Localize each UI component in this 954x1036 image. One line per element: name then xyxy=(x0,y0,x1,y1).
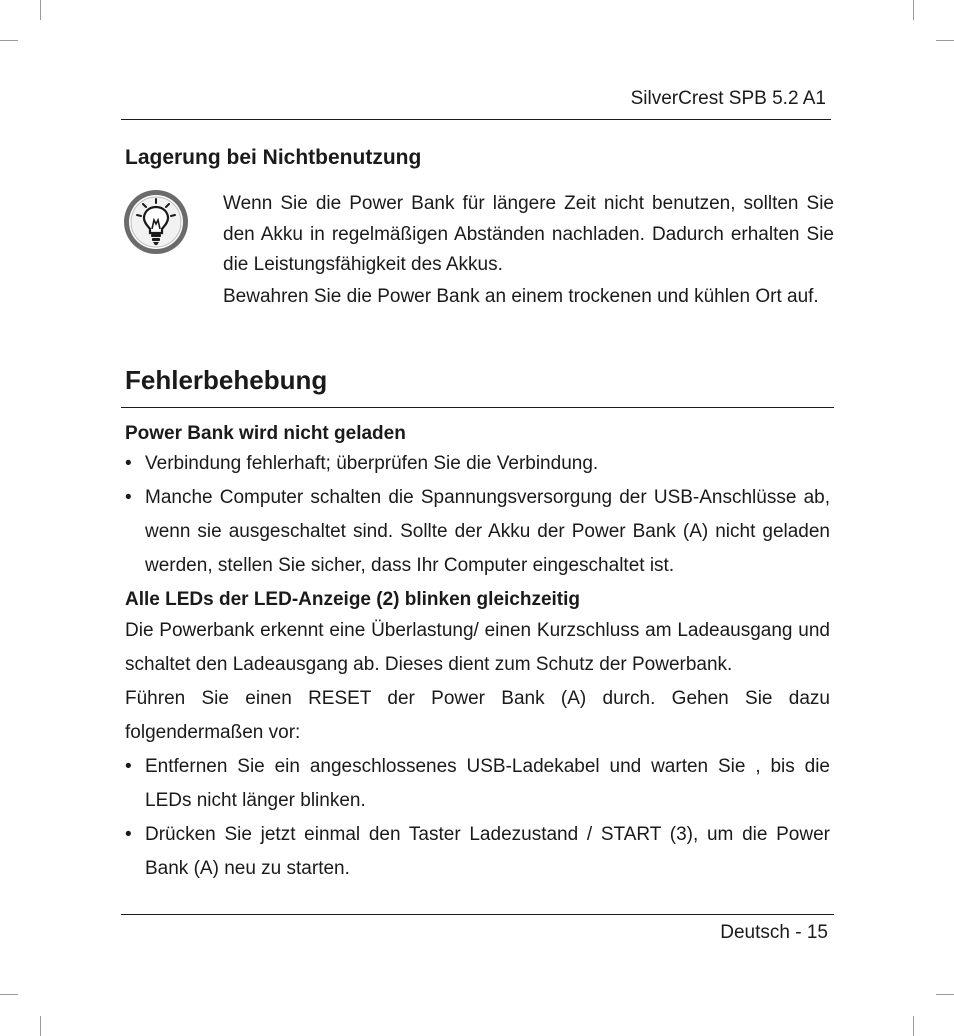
not-charging-heading: Power Bank wird nicht geladen xyxy=(125,423,406,444)
list-item-text: Manche Computer schalten die Spannungsversorgung der USB-Anschlüsse ab, wenn sie ausgeschaltet sind. Sollte der Akku der Power Bank (A) nicht geladen werden, stellen Sie sicher, dass Ihr Computer eingeschaltet ist. xyxy=(145,487,830,576)
running-header: SilverCrest SPB 5.2 A1 xyxy=(630,88,826,109)
troubleshooting-heading: Fehlerbehebung xyxy=(125,365,328,395)
list-item xyxy=(125,818,830,886)
section-rule xyxy=(121,407,834,408)
lightbulb-tip-icon xyxy=(122,188,190,256)
crop-mark xyxy=(913,1016,914,1036)
storage-paragraph-1: Wenn Sie die Power Bank für längere Zeit nicht benutzen, sollten Sie den Akku in regelmäßigen Abständen nachladen. Dadurch erhalten Sie die Leistungsfähigkeit des Akkus. xyxy=(223,193,834,275)
footer-rule xyxy=(121,914,834,915)
crop-mark xyxy=(936,994,954,995)
bullet-glyph: • xyxy=(125,453,132,474)
page-number: Deutsch - 15 xyxy=(720,922,828,943)
crop-mark xyxy=(936,40,954,41)
list-item xyxy=(125,481,830,583)
reset-steps-list xyxy=(125,750,830,886)
list-item xyxy=(125,447,830,481)
storage-heading: Lagerung bei Nichtbenutzung xyxy=(125,146,422,169)
list-item xyxy=(125,750,830,818)
crop-mark xyxy=(40,0,41,20)
storage-paragraph-2: Bewahren Sie die Power Bank an einem trockenen und kühlen Ort auf. xyxy=(223,286,819,307)
header-rule xyxy=(121,119,831,120)
bullet-glyph: • xyxy=(125,824,132,845)
crop-mark xyxy=(40,1016,41,1036)
not-charging-list xyxy=(125,447,830,583)
crop-mark xyxy=(0,40,18,41)
crop-mark xyxy=(0,994,18,995)
bullet-glyph: • xyxy=(125,487,132,508)
list-item-text: Drücken Sie jetzt einmal den Taster Ladezustand / START (3), um die Power Bank (A) neu zu starten. xyxy=(145,824,830,879)
list-item-text: Verbindung fehlerhaft; überprüfen Sie die Verbindung. xyxy=(145,453,599,474)
leds-blinking-heading: Alle LEDs der LED-Anzeige (2) blinken gleichzeitig xyxy=(125,589,581,610)
list-item-text: Entfernen Sie ein angeschlossenes USB-Ladekabel und warten Sie , bis die LEDs nicht länger blinken. xyxy=(145,756,830,811)
crop-mark xyxy=(913,0,914,20)
leds-paragraph-1: Die Powerbank erkennt eine Überlastung/ einen Kurzschluss am Ladeausgang und schaltet den Ladeausgang ab. Dieses dient zum Schutz der Powerbank. xyxy=(125,620,830,675)
leds-paragraph-2: Führen Sie einen RESET der Power Bank (A) durch. Gehen Sie dazu folgendermaßen vor: xyxy=(125,688,830,743)
bullet-glyph: • xyxy=(125,756,132,777)
